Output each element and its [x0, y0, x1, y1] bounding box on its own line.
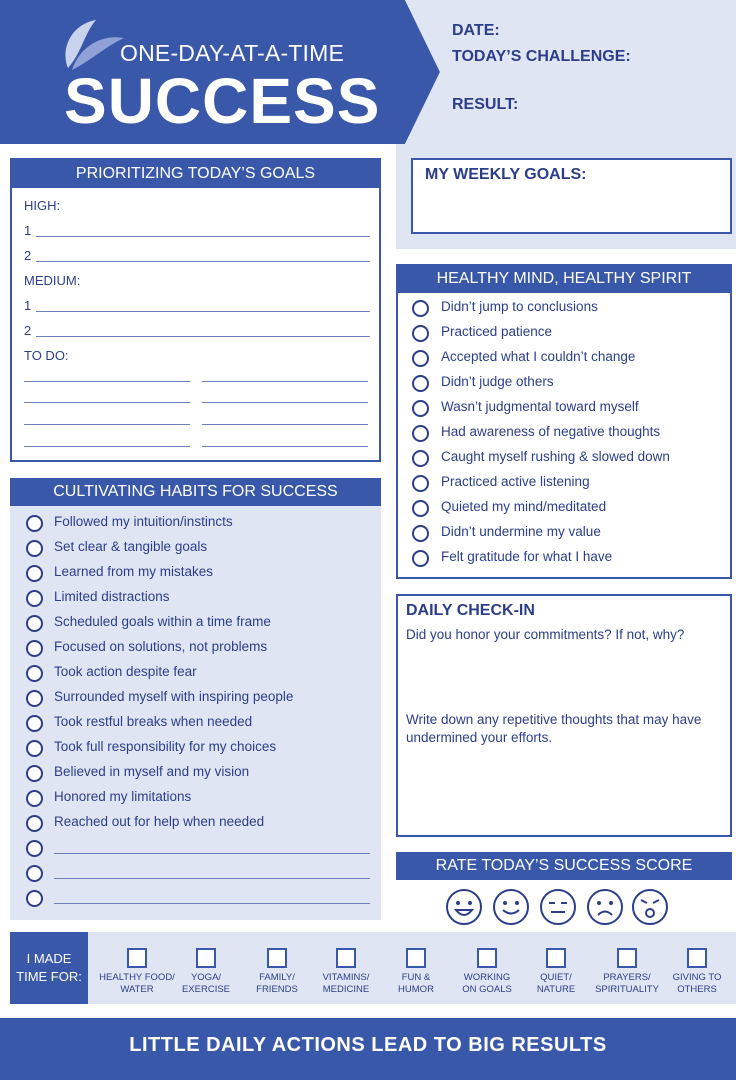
made-time-item-line: NATURE: [536, 984, 576, 995]
habit-item-label: Reached out for help when needed: [54, 814, 265, 829]
medium-goal-line-2[interactable]: [36, 336, 370, 337]
made-time-item-line: VITAMINS/: [322, 972, 370, 983]
made-time-item-line: SPIRITUALITY: [595, 984, 659, 995]
checkbox-circle[interactable]: [412, 525, 429, 542]
checkbox-circle[interactable]: [26, 815, 43, 832]
checkin-question-thoughts: Write down any repetitive thoughts that may have undermined your efforts.: [406, 712, 702, 745]
habit-item-label: Honored my limitations: [54, 789, 192, 804]
healthy-mind-item-label: Caught myself rushing & slowed down: [441, 449, 670, 464]
medium-number-2: 2: [24, 323, 32, 338]
checkbox-circle[interactable]: [412, 450, 429, 467]
made-time-item-line: HEALTHY FOOD/: [99, 972, 175, 983]
todo-line[interactable]: [24, 402, 190, 403]
logo-tagline: ONE-DAY-AT-A-TIME: [120, 40, 345, 66]
habit-item-label: Believed in myself and my vision: [54, 764, 250, 779]
habit-item-label: Scheduled goals within a time frame: [54, 614, 271, 629]
habit-item-label: Took full responsibility for my choices: [54, 739, 277, 754]
footer-slogan: LITTLE DAILY ACTIONS LEAD TO BIG RESULTS: [0, 1018, 736, 1080]
made-time-item-line: FUN &: [401, 972, 431, 983]
todays-challenge-label: TODAY’S CHALLENGE:: [452, 48, 631, 65]
checkbox-circle[interactable]: [26, 615, 43, 632]
made-time-item-line: OTHERS: [677, 984, 717, 995]
checkbox-circle[interactable]: [26, 540, 43, 557]
healthy-mind-item-label: Didn’t undermine my value: [441, 524, 601, 539]
high-label: HIGH:: [24, 198, 61, 213]
habit-item-label: Took restful breaks when needed: [54, 714, 253, 729]
made-time-checkbox[interactable]: [196, 948, 216, 968]
medium-goal-line-1[interactable]: [36, 311, 370, 312]
habit-item-label: Followed my intuition/instincts: [54, 514, 233, 529]
todo-line[interactable]: [24, 424, 190, 425]
checkbox-circle[interactable]: [26, 515, 43, 532]
made-time-item-label: [654, 972, 736, 996]
made-time-item-line: HUMOR: [398, 984, 434, 995]
high-goal-line-2[interactable]: [36, 261, 370, 262]
made-time-checkbox[interactable]: [546, 948, 566, 968]
priorities-box: [10, 158, 381, 462]
very-happy-face-icon[interactable]: [445, 888, 483, 926]
checkbox-circle[interactable]: [412, 475, 429, 492]
daily-checkin-title: DAILY CHECK-IN: [406, 602, 535, 619]
sad-face-icon[interactable]: [586, 888, 624, 926]
habit-item-label: Surrounded myself with inspiring people: [54, 689, 294, 704]
habit-item-label: Set clear & tangible goals: [54, 539, 208, 554]
checkbox-circle[interactable]: [26, 715, 43, 732]
priorities-title: PRIORITIZING TODAY’S GOALS: [12, 160, 379, 188]
blank-habit-line[interactable]: [54, 878, 370, 879]
habit-item-label: Took action despite fear: [54, 664, 197, 679]
high-goal-line-1[interactable]: [36, 236, 370, 237]
checkbox-circle[interactable]: [26, 690, 43, 707]
weekly-goals-label: MY WEEKLY GOALS:: [425, 166, 587, 183]
checkin-question-commitments: Did you honor your commitments? If not, why?: [406, 627, 685, 642]
made-time-label-line1: I MADE: [26, 951, 72, 966]
made-time-checkbox[interactable]: [127, 948, 147, 968]
checkbox-circle[interactable]: [26, 765, 43, 782]
high-number-1: 1: [24, 223, 32, 238]
habits-title: CULTIVATING HABITS FOR SUCCESS: [10, 478, 381, 506]
healthy-mind-item-label: Had awareness of negative thoughts: [441, 424, 661, 439]
todo-line[interactable]: [202, 446, 368, 447]
checkbox-circle[interactable]: [26, 665, 43, 682]
made-time-item-line: GIVING TO: [672, 972, 722, 983]
todo-line[interactable]: [202, 381, 368, 382]
checkbox-circle[interactable]: [412, 500, 429, 517]
daily-checkin-box[interactable]: [396, 594, 732, 837]
todo-line[interactable]: [202, 402, 368, 403]
made-time-item-line: PRAYERS/: [603, 972, 651, 983]
made-time-item-line: WORKING: [463, 972, 511, 983]
neutral-face-icon[interactable]: [539, 888, 577, 926]
checkbox-circle[interactable]: [26, 640, 43, 657]
date-label: DATE:: [452, 22, 500, 39]
checkbox-circle[interactable]: [412, 425, 429, 442]
medium-label: MEDIUM:: [24, 273, 81, 288]
made-time-label: [10, 932, 88, 1004]
checkbox-circle[interactable]: [26, 590, 43, 607]
checkbox-circle[interactable]: [26, 790, 43, 807]
upset-face-icon[interactable]: [631, 888, 669, 926]
healthy-mind-item-label: Wasn’t judgmental toward myself: [441, 399, 639, 414]
happy-face-icon[interactable]: [492, 888, 530, 926]
made-time-item-line: WATER: [120, 984, 154, 995]
blank-habit-line[interactable]: [54, 903, 370, 904]
healthy-mind-item-label: Felt gratitude for what I have: [441, 549, 613, 564]
made-time-item-line: YOGA/: [190, 972, 222, 983]
checkbox-circle[interactable]: [412, 350, 429, 367]
logo-title: SUCCESS: [64, 65, 381, 137]
habit-item-label: Limited distractions: [54, 589, 170, 604]
rate-success-title: RATE TODAY’S SUCCESS SCORE: [396, 852, 732, 880]
made-time-label-line2: TIME FOR:: [16, 969, 82, 984]
checkbox-circle[interactable]: [26, 840, 43, 857]
todo-label: TO DO:: [24, 348, 69, 363]
checkbox-circle[interactable]: [26, 565, 43, 582]
blank-habit-line[interactable]: [54, 853, 370, 854]
high-number-2: 2: [24, 248, 32, 263]
checkbox-circle[interactable]: [412, 300, 429, 317]
checkbox-circle[interactable]: [26, 865, 43, 882]
healthy-mind-item-label: Didn’t jump to conclusions: [441, 299, 598, 314]
healthy-mind-item-label: Practiced active listening: [441, 474, 590, 489]
todo-line[interactable]: [202, 424, 368, 425]
made-time-item-line: FRIENDS: [256, 984, 298, 995]
habit-item-label: Focused on solutions, not problems: [54, 639, 268, 654]
result-label: RESULT:: [452, 96, 519, 113]
weekly-goals-box[interactable]: [411, 158, 732, 234]
healthy-mind-item-label: Didn’t judge others: [441, 374, 554, 389]
healthy-mind-item-label: Quieted my mind/meditated: [441, 499, 607, 514]
healthy-mind-item-label: Practiced patience: [441, 324, 553, 339]
made-time-item-line: QUIET/: [540, 972, 572, 983]
checkbox-circle[interactable]: [412, 325, 429, 342]
made-time-checkbox[interactable]: [336, 948, 356, 968]
medium-number-1: 1: [24, 298, 32, 313]
todo-line[interactable]: [24, 446, 190, 447]
made-time-item-line: MEDICINE: [322, 984, 370, 995]
healthy-mind-title: HEALTHY MIND, HEALTHY SPIRIT: [398, 265, 730, 293]
checkbox-circle[interactable]: [26, 740, 43, 757]
made-time-item-line: ON GOALS: [462, 984, 512, 995]
checkbox-circle[interactable]: [412, 400, 429, 417]
checkbox-circle[interactable]: [26, 890, 43, 907]
made-time-checkbox[interactable]: [687, 948, 707, 968]
todo-line[interactable]: [24, 381, 190, 382]
checkbox-circle[interactable]: [412, 375, 429, 392]
made-time-checkbox[interactable]: [406, 948, 426, 968]
made-time-checkbox[interactable]: [477, 948, 497, 968]
checkbox-circle[interactable]: [412, 550, 429, 567]
made-time-checkbox[interactable]: [267, 948, 287, 968]
made-time-checkbox[interactable]: [617, 948, 637, 968]
made-time-item-line: EXERCISE: [181, 984, 231, 995]
healthy-mind-item-label: Accepted what I couldn’t change: [441, 349, 636, 364]
made-time-item-line: FAMILY/: [259, 972, 295, 983]
habit-item-label: Learned from my mistakes: [54, 564, 214, 579]
